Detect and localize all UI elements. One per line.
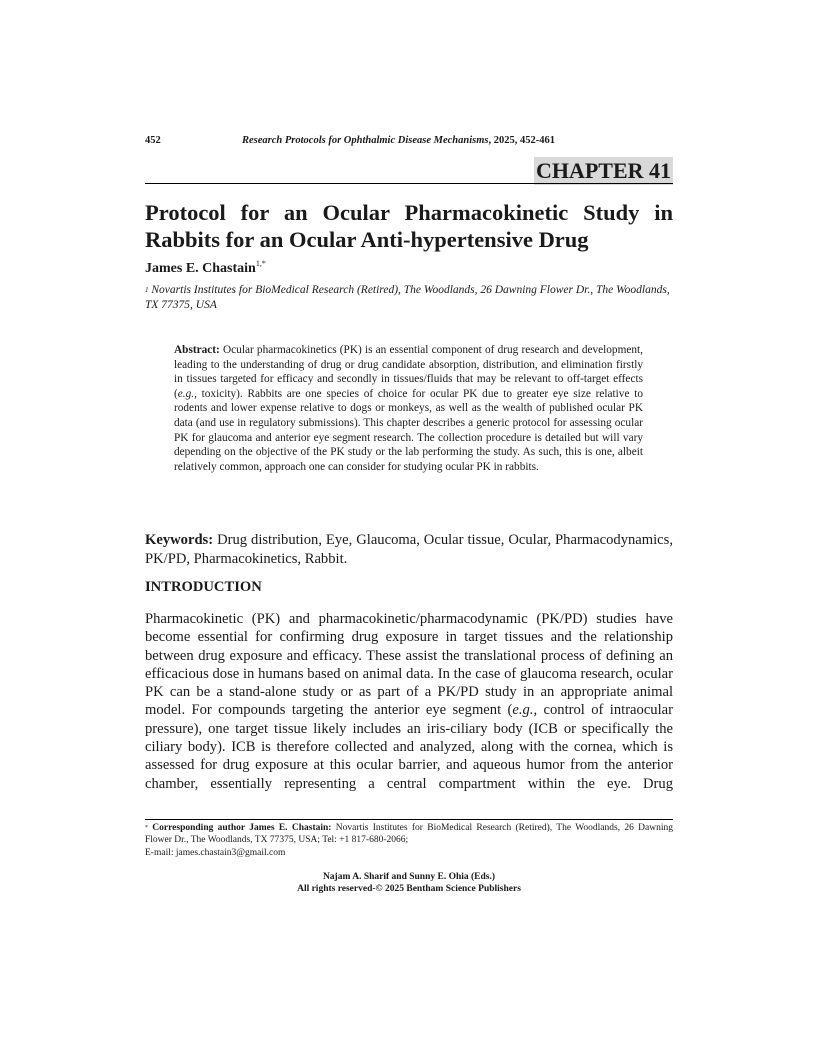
- keywords: [145, 531, 673, 568]
- intro-text-2: , control of intraocular pressure), one target tissue likely includes an iris-ciliary body (ICB or specifically the ciliary body). ICB is therefore collected and analyzed, along with the cornea, which is assessed for drug exposure at this ocular barrier, and aqueous humor from the anterior chamber, essentially representing a central compartment within the eye. Drug: [145, 702, 673, 792]
- affiliation-text: Novartis Institutes for BioMedical Research (Retired), The Woodlands, 26 Dawning Flower Dr., The Woodlands, TX 77375, USA: [145, 284, 670, 311]
- page-number: 452: [145, 135, 161, 146]
- author-marks: 1,*: [255, 259, 266, 268]
- abstract-label: Abstract:: [174, 344, 220, 356]
- keywords-text: Drug distribution, Eye, Glaucoma, Ocular tissue, Ocular, Pharmacodynamics, PK/PD, Pharmacokinetics, Rabbit.: [145, 532, 673, 567]
- publisher-block: [145, 871, 673, 896]
- journal-title: Research Protocols for Ophthalmic Disease Mechanisms: [242, 135, 489, 146]
- keywords-label: Keywords:: [145, 532, 214, 548]
- footnote-divider: [145, 819, 673, 820]
- chapter-divider: [145, 183, 673, 184]
- journal-reference: [242, 135, 555, 146]
- chapter-label: CHAPTER 41: [535, 158, 671, 183]
- footnote: [145, 822, 673, 859]
- affiliation: [145, 283, 673, 313]
- abstract-text-1: Ocular pharmacokinetics (PK) is an essential component of drug research and development, leading to the understanding of drug or drug candidate absorption, distribution, and elimination firstly in tissues targeted for efficacy and secondly in tissues/fluids that may be relevant to off-target effects (: [174, 344, 643, 400]
- abstract-eg: e.g.: [177, 387, 195, 400]
- intro-text-1: Pharmacokinetic (PK) and pharmacokinetic/pharmacodynamic (PK/PD) studies have become essential for confirming drug exposure in target tissues and the relationship between drug exposure and efficacy. These assist the translational process of defining an efficacious dose in humans based on animal data. In the case of glaucoma research, ocular PK can be a stand-alone study or as part of a PK/PD study in an appropriate animal model. For compounds targeting the anterior eye segment (: [145, 611, 673, 719]
- author-name: James E. Chastain: [145, 261, 256, 276]
- journal-citation: , 2025, 452-461: [488, 135, 555, 146]
- author-line: [145, 261, 266, 277]
- footnote-text: Novartis Institutes for BioMedical Research (Retired), The Woodlands, 26 Dawning Flower Dr., The Woodlands, TX 77375, USA; Tel: +1 817-680-2066;: [145, 823, 674, 846]
- introduction-body: [145, 610, 673, 793]
- rights-line: All rights reserved-© 2025 Bentham Science Publishers: [297, 884, 521, 895]
- intro-eg: e.g.: [512, 702, 534, 719]
- introduction-heading: INTRODUCTION: [145, 579, 262, 595]
- footnote-label: Corresponding author James E. Chastain:: [148, 823, 332, 833]
- editors-line: Najam A. Sharif and Sunny E. Ohia (Eds.): [322, 872, 496, 882]
- affiliation-mark: 1: [145, 286, 149, 294]
- chapter-title: Protocol for an Ocular Pharmacokinetic Study in Rabbits for an Ocular Anti-hypertensive Drug: [145, 200, 673, 252]
- footnote-email: E-mail: james.chastain3@gmail.com: [145, 847, 286, 858]
- footnote-mark: *: [145, 825, 148, 831]
- running-header: [145, 135, 673, 151]
- abstract: [174, 343, 643, 474]
- abstract-text-2: , toxicity). Rabbits are one species of choice for ocular PK due to greater eye size relative to rodents and lower expense relative to dogs or monkeys, as well as the wealth of published ocular PK data (and use in regulatory submissions). This chapter describes a generic protocol for assessing ocular PK for glaucoma and anterior eye segment research. The collection procedure is detailed but will vary depending on the objective of the PK study or the lab performing the study. As such, this is one, albeit relatively common, approach one can consider for studying ocular PK in rabbits.: [174, 387, 643, 473]
